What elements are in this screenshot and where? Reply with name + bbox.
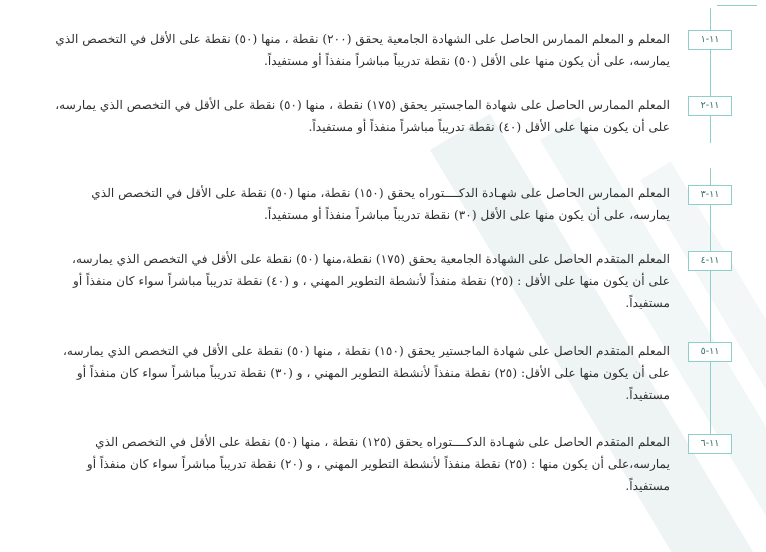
item-number-badge: ١١-٤ (688, 251, 732, 271)
item-text: المعلم المتقدم الحاصل على الشهادة الجامعية يحقق (١٧٥) نقطة،منها (٥٠) نقطة على الأقل في التخصص الذي يمارسه، على أن يكون منها على الأقل : (٢٥) نقطة منفذاً لأنشطة التطوير المهني ، و (٤٠) نقطة تدريباً مباشراً سواء كان منفذاً أو مستفيداً. (72, 252, 670, 310)
item-number-badge: ١١-٣ (688, 185, 732, 205)
timeline-line (710, 8, 711, 143)
item-text: المعلم الممارس الحاصل على شهـادة الدكــــتوراه يحقق (١٥٠) نقطة، منها (٥٠) نقطة على الأقل في التخصص الذي يمارسه، على أن يكون منها على الأقل (٣٠) نقطة تدريباً مباشراً منفذاً أو مستفيداً. (91, 186, 670, 222)
item-text: المعلم الممارس الحاصل على شهادة الماجستير يحقق (١٧٥) نقطة ، منها (٥٠) نقطة على الأقل في التخصص الذي يمارسه، على أن يكون منها على الأقل (٤٠) نقطة تدريباً مباشراً منفذاً أو مستفيداً. (55, 98, 670, 134)
item-text: المعلم المتقدم الحاصل على شهادة الماجستير يحقق (١٥٠) نقطة ، منها (٥٠) نقطة على الأقل في التخصص الذي يمارسه، على أن يكون منها على الأقل: (٢٥) نقطة منفذاً لأنشطة التطوير المهني ، و (٣٠) نقطة تدريباً مباشراً سواء كان منفذاً أو مستفيداً. (62, 344, 670, 402)
item-text: المعلم و المعلم الممارس الحاصل على الشهادة الجامعية يحقق (٢٠٠) نقطة ، منها (٥٠) نقطة على الأقل في التخصص الذي يمارسه، على أن يكون منها على الأقل (٥٠) نقطة تدريباً مباشراً منفذاً أو مستفيداً. (55, 32, 670, 68)
timeline-line (710, 168, 711, 444)
item-text: المعلم المتقدم الحاصل على شهـادة الدكــــتوراه يحقق (١٢٥) نقطة ، منها (٥٠) نقطة على الأقل في التخصص الذي يمارسه،على أن يكون منها : (٢٥) نقطة منفذاً لأنشطة التطوير المهني ، و (٢٠) نقطة تدريباً مباشراً سواء كان منفذاً أو مستفيداً. (86, 435, 670, 493)
item-number-badge: ١١-١ (688, 30, 732, 50)
item-number-badge: ١١-٢ (688, 96, 732, 116)
item-number-badge: ١١-٦ (688, 434, 732, 454)
item-number-badge: ١١-٥ (688, 342, 732, 362)
timeline-top-line (717, 5, 757, 6)
